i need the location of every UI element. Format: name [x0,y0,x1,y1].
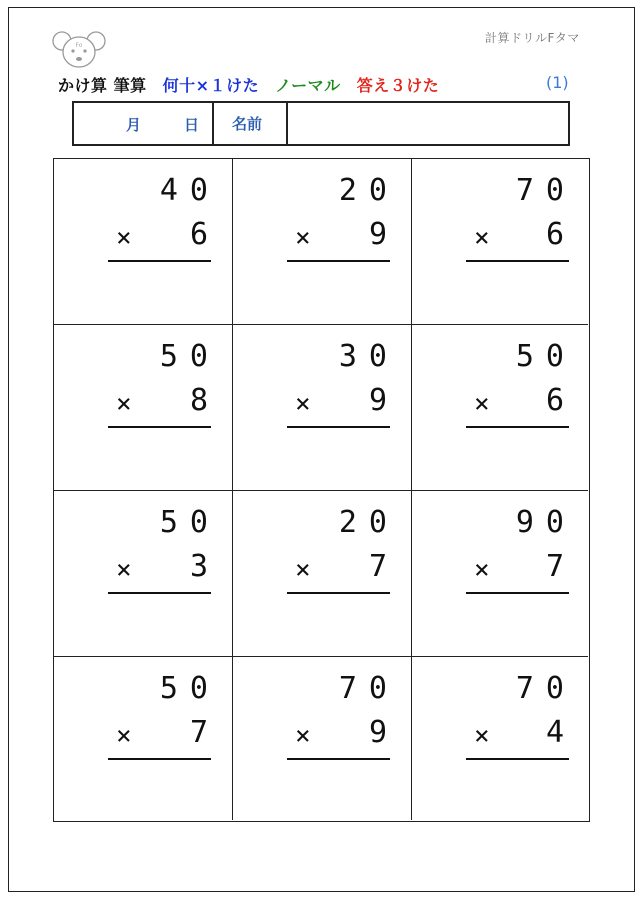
name-date-box [72,101,570,146]
multiply-sign: × [116,389,132,419]
multiply-sign: × [295,721,311,751]
multiply-sign: × [116,223,132,253]
multiplicand: 70 [515,671,576,706]
multiply-sign: × [474,721,490,751]
multiply-sign: × [295,389,311,419]
answer-line [466,758,569,760]
problem-11[interactable] [233,657,412,820]
multiplier: 4 [545,715,564,750]
multiplier: 8 [189,383,208,418]
multiplier: 6 [545,217,564,252]
mouse-logo-icon [52,28,106,70]
answer-line [466,260,569,262]
answer-line [466,592,569,594]
multiplicand: 70 [515,173,576,208]
multiply-sign: × [116,555,132,585]
multiplier: 6 [545,383,564,418]
month-label: 月 [126,116,142,134]
multiplicand: 40 [159,173,220,208]
problem-3[interactable] [412,159,588,325]
multiplier: 6 [189,217,208,252]
answer-line [108,426,211,428]
multiply-sign: × [474,223,490,253]
problem-7[interactable] [54,491,233,657]
day-label: 日 [184,116,200,134]
name-label: 名前 [214,103,288,144]
multiply-sign: × [474,555,490,585]
name-field[interactable] [288,103,568,144]
problem-5[interactable] [233,325,412,491]
title-type: 何十×１けた [162,76,260,95]
multiplier: 7 [545,549,564,584]
answer-line [287,260,390,262]
answer-line [108,758,211,760]
problem-1[interactable] [54,159,233,325]
worksheet-title [58,73,449,96]
multiplier: 9 [368,715,387,750]
problem-8[interactable] [233,491,412,657]
multiplier: 7 [368,549,387,584]
title-answer-digits: 答え３けた [356,76,440,95]
multiplicand: 90 [515,505,576,540]
problem-4[interactable] [54,325,233,491]
multiply-sign: × [474,389,490,419]
title-level: ノーマル [275,76,341,95]
answer-line [466,426,569,428]
problem-10[interactable] [54,657,233,820]
logo-text: Fo [75,42,83,49]
problem-12[interactable] [412,657,588,820]
answer-line [108,260,211,262]
multiplicand: 50 [159,671,220,706]
answer-line [108,592,211,594]
multiplier: 9 [368,217,387,252]
multiplier: 7 [189,715,208,750]
sheet-number: (1) [546,73,569,92]
date-field[interactable] [74,103,214,144]
multiply-sign: × [116,721,132,751]
answer-line [287,592,390,594]
problem-6[interactable] [412,325,588,491]
title-topic: かけ算 筆算 [58,76,147,95]
multiplicand: 50 [159,339,220,374]
answer-line [287,426,390,428]
problem-9[interactable] [412,491,588,657]
multiplicand: 20 [338,505,399,540]
multiplicand: 50 [515,339,576,374]
answer-line [287,758,390,760]
multiplicand: 20 [338,173,399,208]
problem-grid [53,158,590,822]
brand-label: 計算ドリルFタマ [485,31,580,45]
multiply-sign: × [295,223,311,253]
multiplicand: 30 [338,339,399,374]
multiplier: 9 [368,383,387,418]
multiplicand: 50 [159,505,220,540]
multiplier: 3 [189,549,208,584]
multiplicand: 70 [338,671,399,706]
multiply-sign: × [295,555,311,585]
problem-2[interactable] [233,159,412,325]
